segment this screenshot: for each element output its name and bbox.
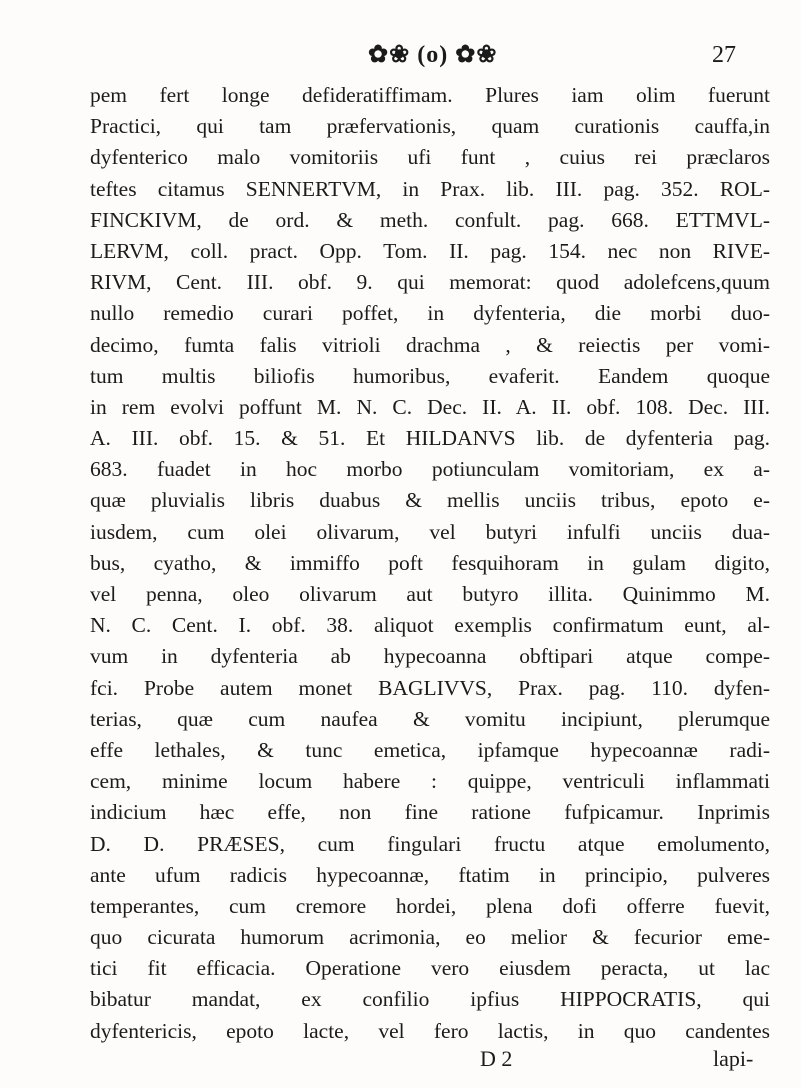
text-line: N. C. Cent. I. obf. 38. aliquot exemplis confirmatum eunt, al- bbox=[90, 613, 770, 638]
text-line: Practici, qui tam præfervationis, quam curationis cauffa,in bbox=[90, 114, 770, 139]
text-line: quo cicurata humorum acrimonia, eo melior & fecurior eme- bbox=[90, 925, 770, 950]
text-line: vel penna, oleo olivarum aut butyro illita. Quinimmo M. bbox=[90, 582, 770, 606]
text-line: bibatur mandat, ex confilio ipfius HIPPOCRATIS, qui bbox=[90, 987, 770, 1012]
text-line: iusdem, cum olei olivarum, vel butyri infulfi unciis dua- bbox=[90, 519, 770, 544]
text-line: tici fit efficacia. Operatione vero eiusdem peracta, ut lac bbox=[90, 956, 770, 981]
text-line: decimo, fumta falis vitrioli drachma , & reiectis per vomi- bbox=[90, 332, 770, 357]
signature-mark: D 2 bbox=[480, 1046, 513, 1071]
text-line: indicium hæc effe, non fine ratione fufpicamur. Inprimis bbox=[90, 800, 770, 825]
body-text bbox=[90, 80, 770, 1047]
text-line: dyfentericis, epoto lacte, vel fero lactis, in quo candentes bbox=[90, 1018, 770, 1043]
text-line: nullo remedio curari poffet, in dyfenteria, die morbi duo- bbox=[90, 301, 770, 326]
text-line: vum in dyfenteria ab hypecoanna obftipari atque compe- bbox=[90, 644, 770, 669]
text-line: bus, cyatho, & immiffo poft fesquihoram in gulam digito, bbox=[90, 550, 770, 575]
header-ornament: ✿❀ (o) ✿❀ bbox=[368, 42, 498, 68]
text-line: A. III. obf. 15. & 51. Et HILDANVS lib. de dyfenteria pag. bbox=[90, 426, 770, 451]
catchword: lapi- bbox=[713, 1046, 754, 1071]
text-line: temperantes, cum cremore hordei, plena dofi offerre fuevit, bbox=[90, 893, 770, 918]
text-line: dyfenterico malo vomitoriis ufi funt , cuius rei præclaros bbox=[90, 145, 770, 170]
text-line: effe lethales, & tunc emetica, ipfamque hypecoannæ radi- bbox=[90, 737, 770, 762]
text-line: in rem evolvi poffunt M. N. C. Dec. II. A. II. obf. 108. Dec. III. bbox=[90, 394, 770, 419]
text-line: terias, quæ cum naufea & vomitu incipiunt, plerumque bbox=[90, 706, 770, 731]
page-number: 27 bbox=[712, 42, 736, 68]
text-line: D. D. PRÆSES, cum fingulari fructu atque emolumento, bbox=[90, 831, 770, 856]
text-line: quæ pluvialis libris duabus & mellis unciis tribus, epoto e- bbox=[90, 488, 770, 513]
text-line: LERVM, coll. pract. Opp. Tom. II. pag. 154. nec non RIVE- bbox=[90, 238, 770, 263]
text-line: teftes citamus SENNERTVM, in Prax. lib. III. pag. 352. ROL- bbox=[90, 176, 770, 201]
text-line: pem fert longe defideratiffimam. Plures iam olim fuerunt bbox=[90, 83, 770, 107]
text-line: fci. Probe autem monet BAGLIVVS, Prax. pag. 110. dyfen- bbox=[90, 675, 770, 700]
text-line: tum multis biliofis humoribus, evaferit. Eandem quoque bbox=[90, 363, 770, 388]
text-line: FINCKIVM, de ord. & meth. confult. pag. 668. ETTMVL- bbox=[90, 207, 770, 232]
text-line: 683. fuadet in hoc morbo potiunculam vomitoriam, ex a- bbox=[90, 457, 770, 482]
text-line: RIVM, Cent. III. obf. 9. qui memorat: quod adolefcens,quum bbox=[90, 270, 770, 295]
text-line: ante ufum radicis hypecoannæ, ftatim in principio, pulveres bbox=[90, 862, 770, 887]
page-footer bbox=[0, 1046, 801, 1078]
page-header bbox=[0, 36, 801, 76]
text-line: cem, minime locum habere : quippe, ventriculi inflammati bbox=[90, 769, 770, 794]
